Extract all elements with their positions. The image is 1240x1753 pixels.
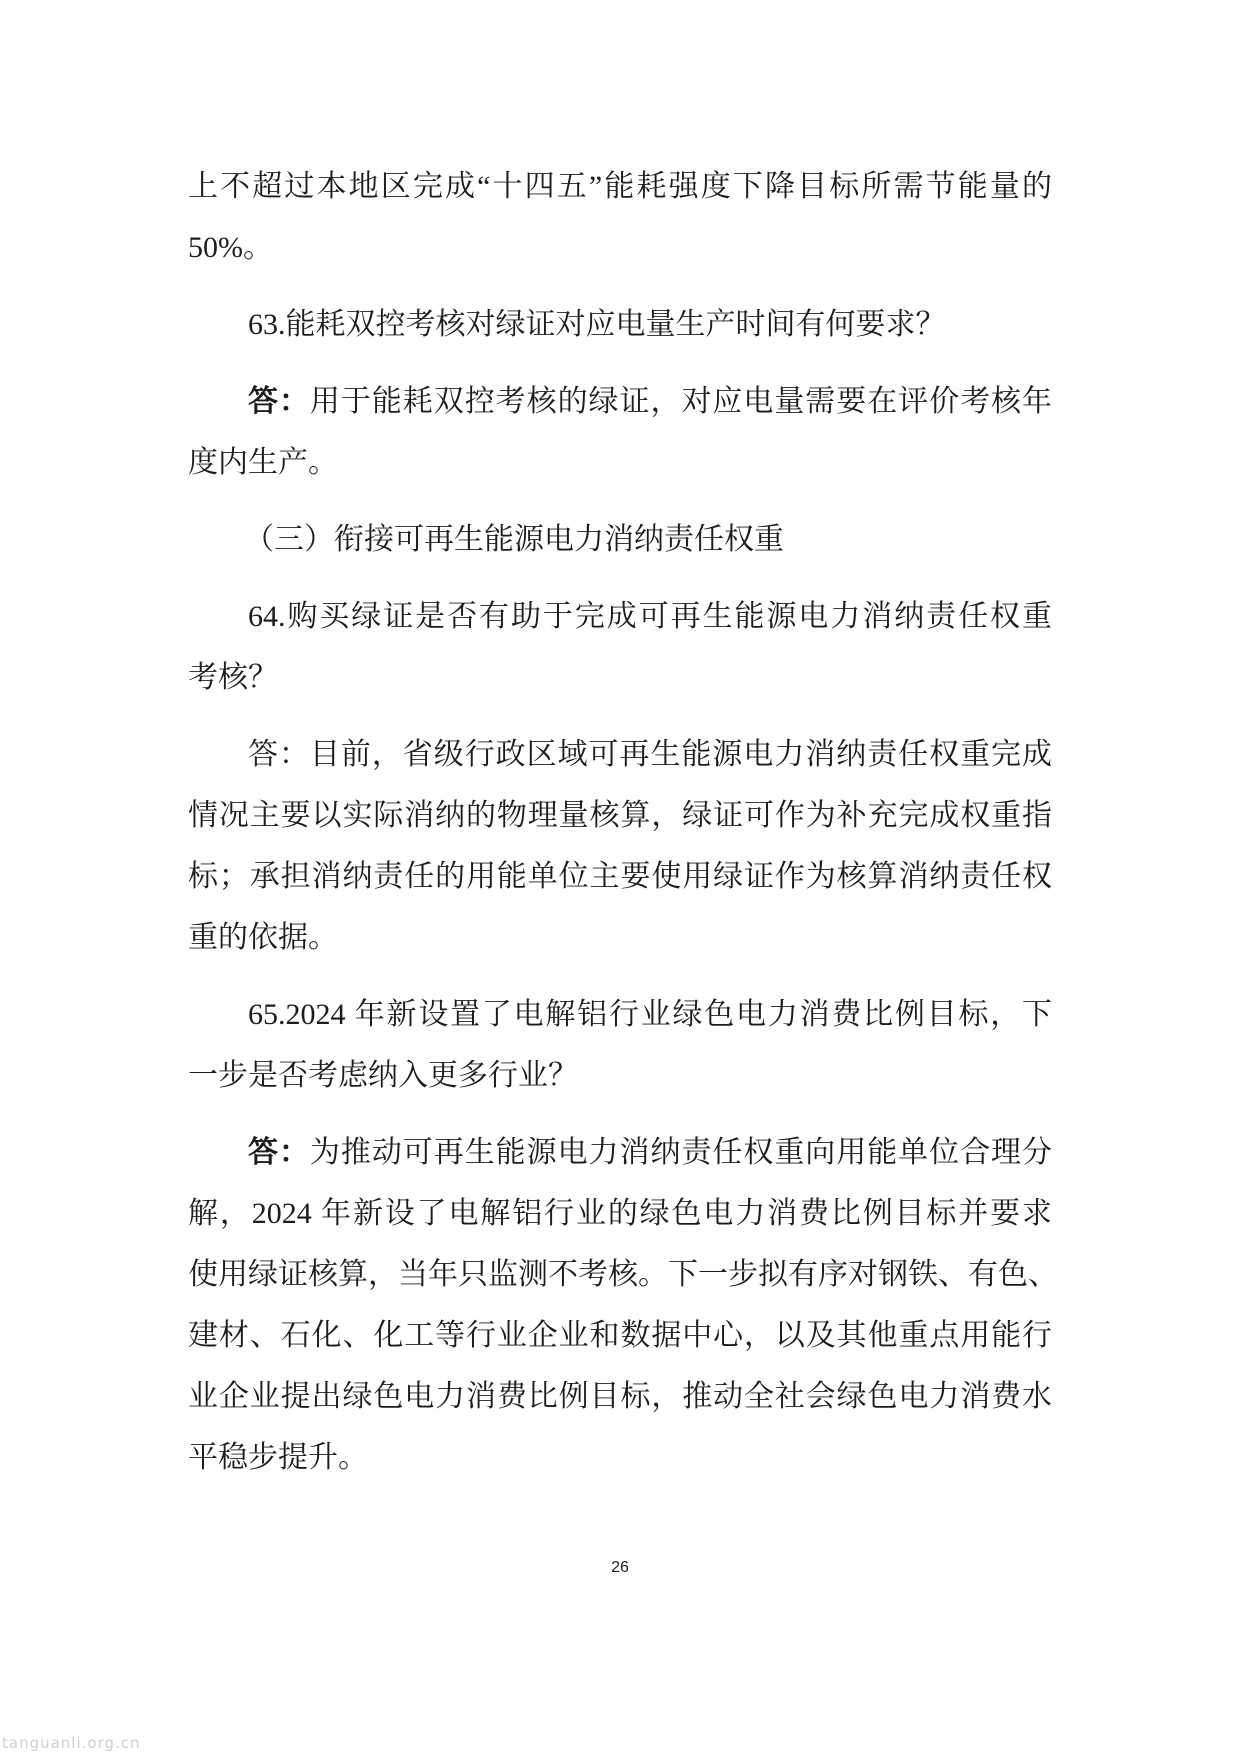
watermark: tanguanli.org.cn: [2, 1734, 141, 1752]
q65-question-line-1: 65.2024 年新设置了电解铝行业绿色电力消费比例目标，下: [248, 998, 1052, 1031]
q65-answer-line-2: 解，2024 年新设了电解铝行业的绿色电力消费比例目标并要求: [188, 1197, 1052, 1230]
section-heading: （三）衔接可再生能源电力消纳责任权重: [244, 523, 784, 556]
q64-answer-line-1: [248, 725, 1052, 785]
q65-answer-line-3: 使用绿证核算，当年只监测不考核。下一步拟有序对钢铁、有色、: [188, 1258, 1058, 1291]
q63-answer-line-2: 度内生产。: [188, 446, 338, 479]
q64-question-line-2: 考核？: [188, 661, 278, 694]
q65-answer-line-6: 平稳步提升。: [188, 1441, 368, 1474]
answer-text: 为推动可再生能源电力消纳责任权重向用能单位合理分: [309, 1136, 1053, 1169]
q63-answer-line-1: [248, 372, 1052, 432]
q64-answer-line-2: 情况主要以实际消纳的物理量核算，绿证可作为补充完成权重指: [188, 799, 1052, 832]
answer-label: 答：: [248, 385, 310, 418]
q65-answer-line-5: 业企业提出绿色电力消费比例目标，推动全社会绿色电力消费水: [188, 1380, 1052, 1413]
q65-answer-line-4: 建材、石化、化工等行业企业和数据中心，以及其他重点用能行: [188, 1319, 1052, 1352]
q64-question-line-1: 64.购买绿证是否有助于完成可再生能源电力消纳责任权重: [248, 600, 1052, 633]
answer-label: 答：: [248, 1136, 310, 1169]
answer-text: 用于能耗双控考核的绿证，对应电量需要在评价考核年: [309, 385, 1053, 418]
q64-answer-line-3: 标；承担消纳责任的用能单位主要使用绿证作为核算消纳责任权: [188, 860, 1052, 893]
q65-answer-line-1: [248, 1123, 1052, 1183]
q65-question-line-2: 一步是否考虑纳入更多行业？: [188, 1059, 578, 1092]
page-number: 26: [611, 1559, 629, 1576]
q64-answer-line-4: 重的依据。: [188, 921, 338, 954]
intro-line-1: 上不超过本地区完成“十四五”能耗强度下降目标所需节能量的: [188, 170, 1052, 203]
answer-text: 目前，省级行政区域可再生能源电力消纳责任权重完成: [309, 738, 1053, 771]
q63-question: 63.能耗双控考核对绿证对应电量生产时间有何要求？: [248, 308, 946, 341]
intro-line-2: 50%。: [188, 231, 273, 264]
answer-label: 答：: [248, 738, 310, 771]
